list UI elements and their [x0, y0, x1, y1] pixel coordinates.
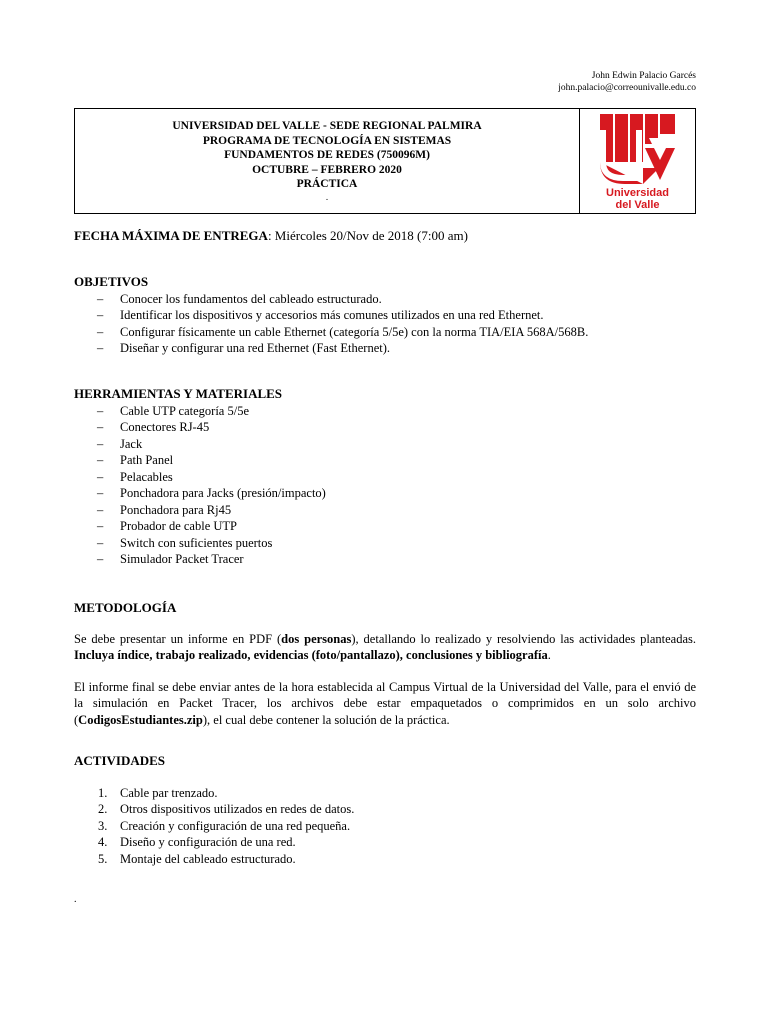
svg-text:Universidad: Universidad — [606, 187, 669, 199]
list-item: – Jack — [74, 436, 696, 453]
list-item: – Configurar físicamente un cable Ethernet (categoría 5/5e) con la norma TIA/EIA 568A/568B. — [74, 324, 696, 341]
list-item: 2. Otros dispositivos utilizados en redes de datos. — [98, 802, 355, 816]
header-title-block — [75, 109, 580, 213]
deadline-value: : Miércoles 20/Nov de 2018 (7:00 am) — [267, 228, 468, 243]
header-line-practice: PRÁCTICA — [296, 178, 358, 190]
metodologia-paragraph-1: Se debe presentar un informe en PDF (dos personas), detallando lo realizado y resolviendo las actividades planteadas. Incluya índice, trabajo realizado, evidencias (foto/pantallazo), conclusiones y bibliografía. — [74, 631, 697, 662]
herramientas-section — [74, 386, 696, 568]
list-item: – Ponchadora para Jacks (presión/impacto) — [74, 485, 696, 502]
header-line-program: PROGRAMA DE TECNOLOGÍA EN SISTEMAS — [202, 134, 452, 147]
header-line-period: OCTUBRE – FEBRERO 2020 — [252, 163, 402, 176]
objetivos-heading: OBJETIVOS — [74, 274, 149, 289]
actividades-list — [74, 785, 696, 868]
objetivos-section — [74, 274, 696, 357]
footer-dot: . — [74, 894, 77, 905]
list-item: – Diseñar y configurar una red Ethernet (Fast Ethernet). — [74, 340, 696, 357]
list-item: – Pelacables — [74, 469, 696, 486]
metodologia-heading: METODOLOGÍA — [74, 600, 177, 615]
metodologia-paragraph-2: El informe final se debe enviar antes de la hora establecida al Campus Virtual de la Universidad del Valle, para el envió de la simulación en Packet Tracer, los archivos debe estar empaquetados o comprimidos en un solo archivo (CodigosEstudiantes.zip), el cual debe contener la solución de la práctica. — [74, 679, 696, 727]
list-item: – Conocer los fundamentos del cableado estructurado. — [74, 291, 696, 308]
list-item: 3. Creación y configuración de una red pequeña. — [98, 818, 351, 833]
metodologia-section — [74, 600, 696, 728]
actividades-section — [74, 753, 696, 867]
author-email: john.palacio@correounivalle.edu.co — [558, 83, 696, 93]
author-block — [558, 70, 696, 94]
univalle-logo-icon — [599, 112, 676, 210]
list-item: – Cable UTP categoría 5/5e — [74, 403, 696, 420]
list-item: – Identificar los dispositivos y accesorios más comunes utilizados en una red Ethernet. — [74, 307, 696, 324]
list-item: – Probador de cable UTP — [74, 518, 696, 535]
list-item: – Switch con suficientes puertos — [74, 535, 696, 552]
header-line-course: FUNDAMENTOS DE REDES (750096M) — [224, 149, 430, 161]
deadline — [74, 228, 696, 245]
herramientas-list — [74, 403, 696, 568]
header-line-university: UNIVERSIDAD DEL VALLE - SEDE REGIONAL PALMIRA — [172, 120, 482, 132]
list-item: – Ponchadora para Rj45 — [74, 502, 696, 519]
university-logo — [580, 109, 695, 213]
header-box — [74, 108, 696, 214]
deadline-label: FECHA MÁXIMA DE ENTREGA — [74, 228, 268, 243]
svg-text:del Valle: del Valle — [615, 199, 660, 210]
actividades-heading: ACTIVIDADES — [74, 753, 166, 768]
objetivos-list — [74, 291, 696, 357]
list-item: – Simulador Packet Tracer — [74, 551, 696, 568]
author-name: John Edwin Palacio Garcés — [591, 71, 696, 81]
header-dot: . — [325, 191, 329, 202]
list-item: 4. Diseño y configuración de una red. — [98, 835, 296, 849]
list-item: 5. Montaje del cableado estructurado. — [98, 851, 296, 866]
herramientas-heading: HERRAMIENTAS Y MATERIALES — [74, 386, 283, 401]
list-item: – Path Panel — [74, 452, 696, 469]
list-item: – Conectores RJ-45 — [74, 419, 696, 436]
list-item: 1. Cable par trenzado. — [98, 785, 218, 800]
